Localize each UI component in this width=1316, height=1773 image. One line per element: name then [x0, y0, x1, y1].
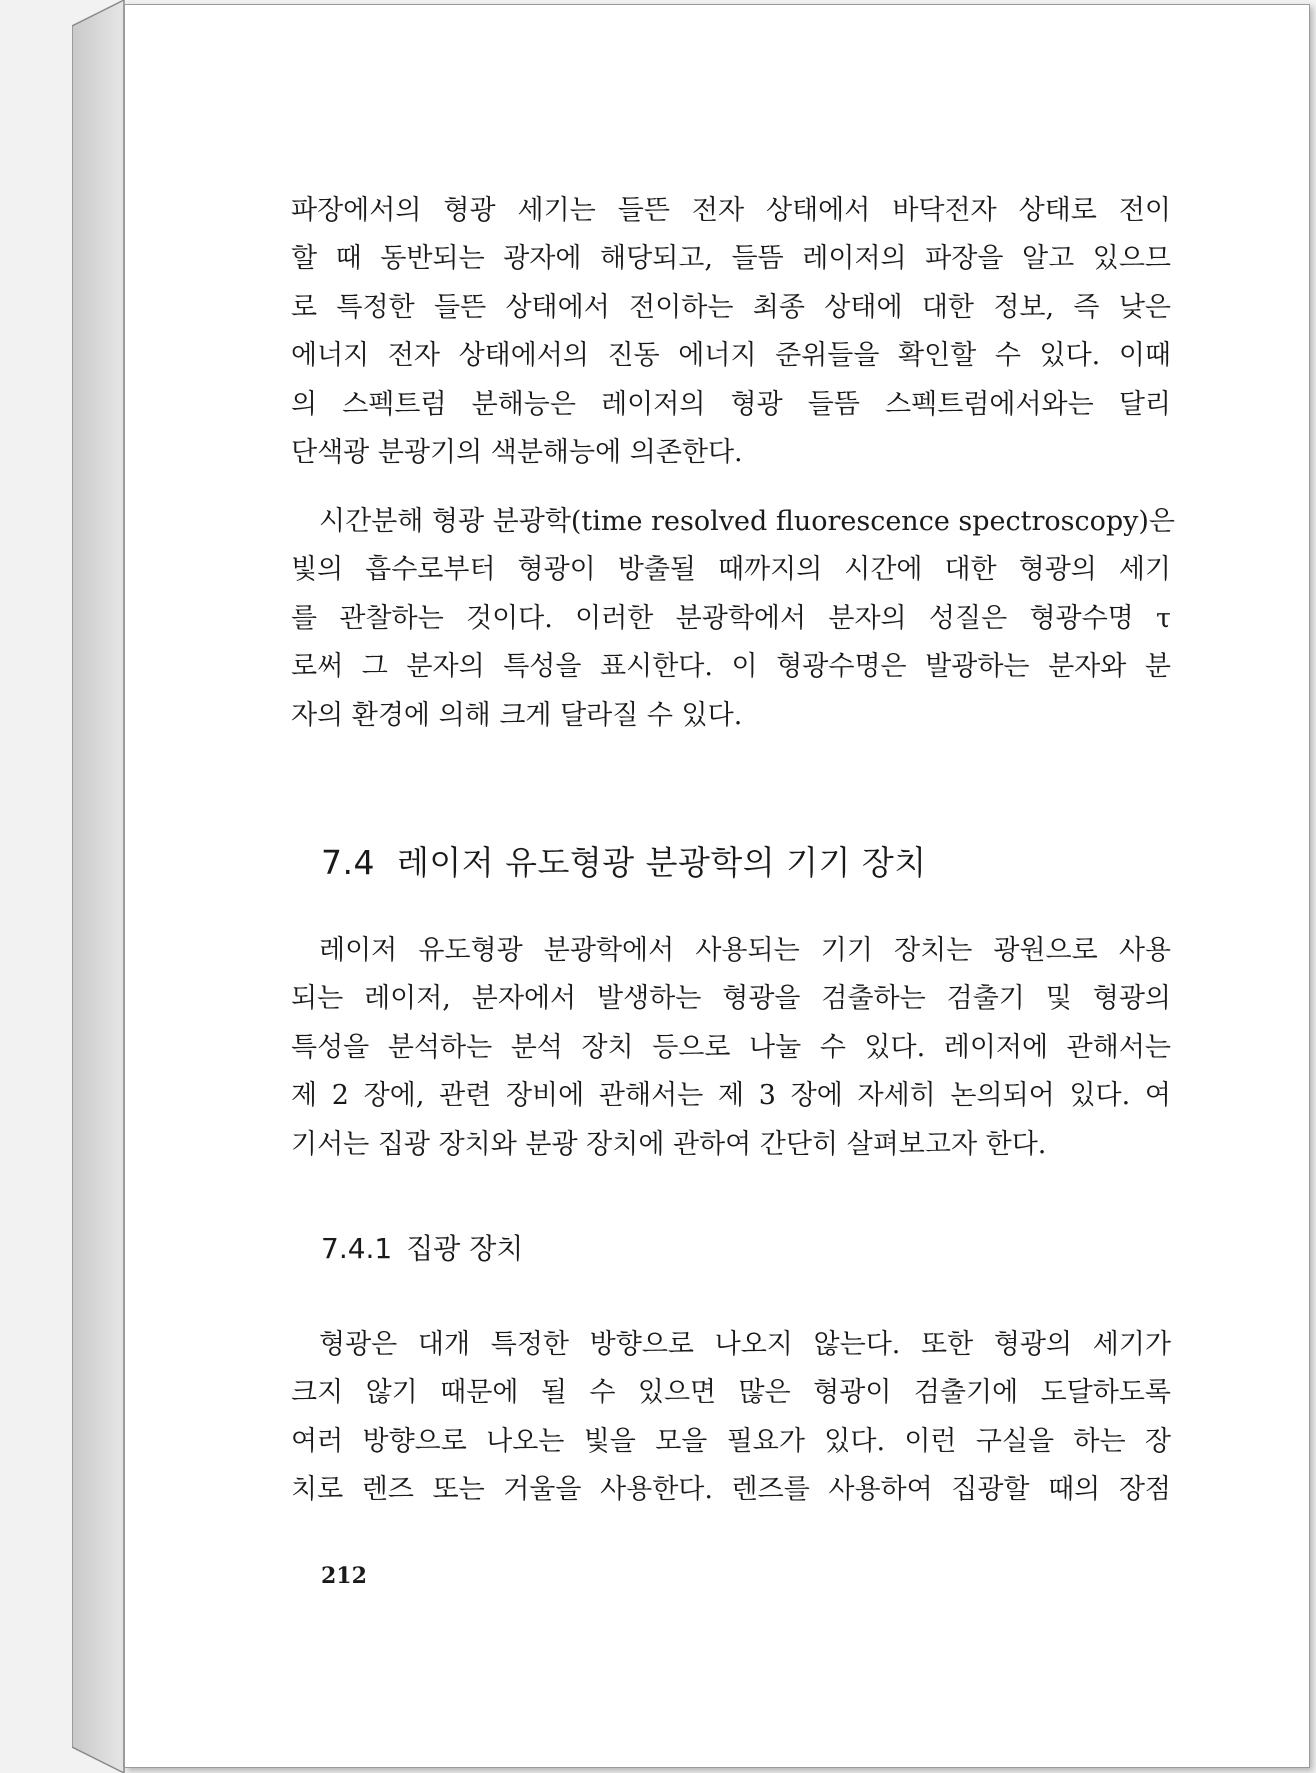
page-number: 212 [321, 1563, 367, 1589]
text-line: 의 스펙트럼 분해능은 레이저의 형광 들뜸 스펙트럼에서와는 달리 [291, 388, 1171, 420]
paragraph-instrumentation [291, 927, 1171, 1169]
subsection-number: 7.4.1 [321, 1232, 393, 1265]
text-line: 로 특정한 들뜬 상태에서 전이하는 최종 상태에 대한 정보, 즉 낮은 [291, 291, 1171, 323]
text-line: 여러 방향으로 나오는 빛을 모을 필요가 있다. 이런 구실을 하는 장 [291, 1425, 1171, 1457]
paragraph-continuation [291, 187, 1171, 477]
text-line: 단색광 분광기의 색분해능에 의존한다. [291, 436, 743, 468]
text-line: 형광은 대개 특정한 방향으로 나오지 않는다. 또한 형광의 세기가 [319, 1329, 1171, 1360]
section-title: 레이저 유도형광 분광학의 기기 장치 [396, 843, 927, 882]
text-line: 에너지 전자 상태에서의 진동 에너지 준위들을 확인할 수 있다. 이때 [291, 340, 1171, 372]
document-page [124, 4, 1310, 1768]
subsection-heading [321, 1227, 523, 1267]
text-line: 기서는 집광 장치와 분광 장치에 관하여 간단히 살펴보고자 한다. [291, 1128, 1047, 1160]
text-line: 제 2 장에, 관련 장비에 관해서는 제 3 장에 자세히 논의되어 있다. 여 [291, 1080, 1171, 1112]
text-line: 로써 그 분자의 특성을 표시한다. 이 형광수명은 발광하는 분자와 분 [291, 651, 1171, 683]
text-line: 특성을 분석하는 분석 장치 등으로 나눌 수 있다. 레이저에 관해서는 [291, 1031, 1171, 1063]
text-line: 시간분해 형광 분광학(time resolved fluorescence spectroscopy)은 [319, 506, 1176, 537]
text-line: 파장에서의 형광 세기는 들뜬 전자 상태에서 바닥전자 상태로 전이 [291, 195, 1171, 226]
text-line: 빛의 흡수로부터 형광이 방출될 때까지의 시간에 대한 형광의 세기 [291, 554, 1171, 586]
text-line: 크지 않기 때문에 될 수 있으면 많은 형광이 검출기에 도달하도록 [291, 1377, 1171, 1409]
book-spine [72, 0, 126, 1773]
subsection-title: 집광 장치 [406, 1232, 524, 1265]
text-line: 를 관찰하는 것이다. 이러한 분광학에서 분자의 성질은 형광수명 τ [291, 602, 1171, 634]
text-line: 할 때 동반되는 광자에 해당되고, 들뜸 레이저의 파장을 알고 있으므 [291, 243, 1171, 275]
paragraph-light-collection [291, 1321, 1171, 1515]
paragraph-time-resolved [291, 498, 1176, 740]
text-line: 치로 렌즈 또는 거울을 사용한다. 렌즈를 사용하여 집광할 때의 장점 [291, 1474, 1171, 1506]
text-line: 되는 레이저, 분자에서 발생하는 형광을 검출하는 검출기 및 형광의 [291, 983, 1171, 1015]
section-number: 7.4 [321, 843, 375, 882]
section-heading [321, 837, 927, 884]
text-line: 레이저 유도형광 분광학에서 사용되는 기기 장치는 광원으로 사용 [319, 935, 1171, 966]
text-line: 자의 환경에 의해 크게 달라질 수 있다. [291, 699, 743, 731]
